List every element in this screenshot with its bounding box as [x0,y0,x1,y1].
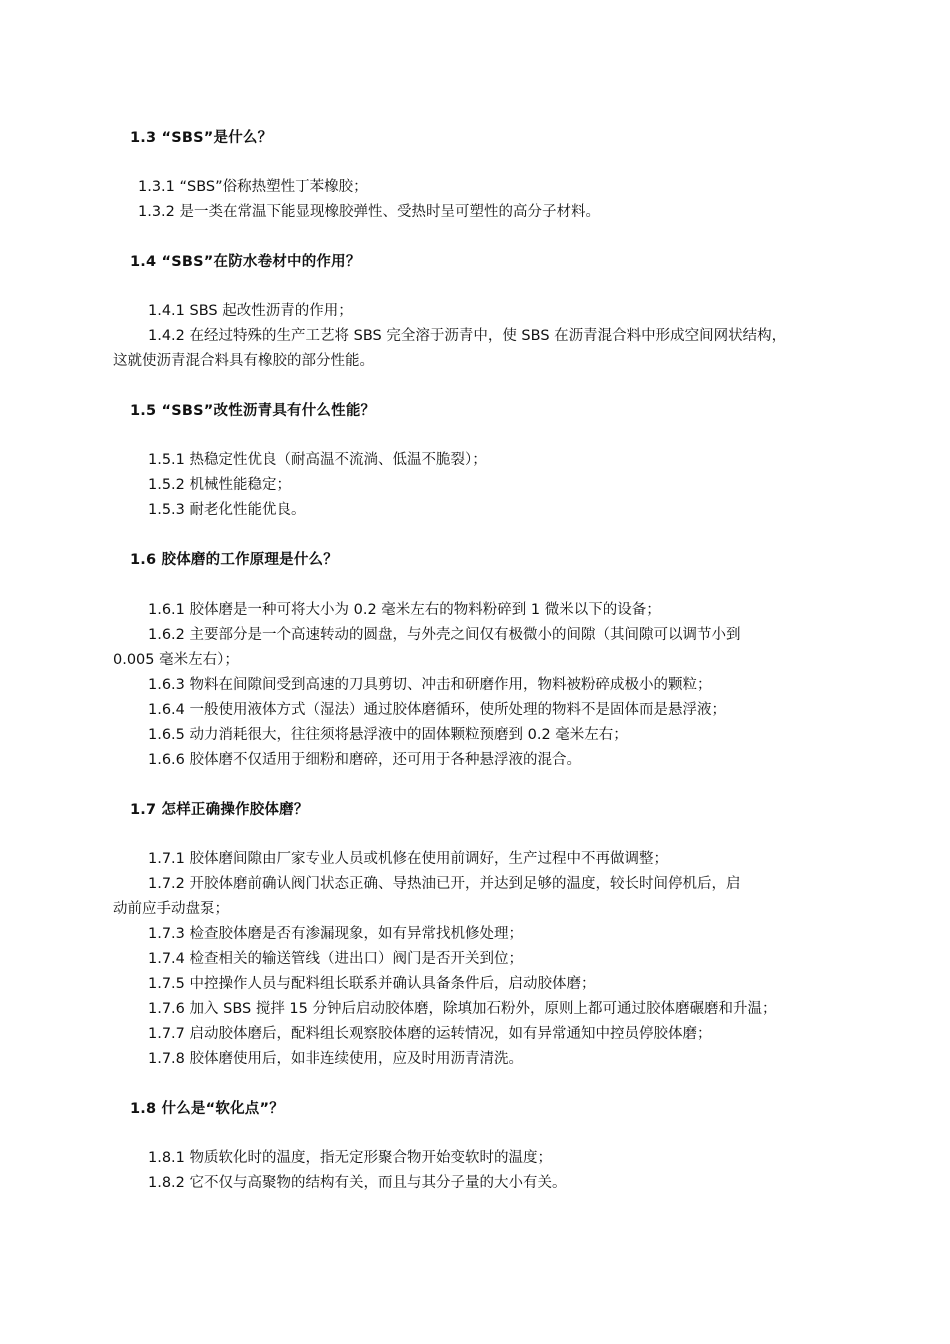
section-heading: 1.5 “SBS”改性沥青具有什么性能？ [130,403,376,419]
list-item: 1.6.4 一般使用液体方式（湿法）通过胶体磨循环，使所处理的物料不是固体而是悬浮液； [148,702,726,718]
section-heading: 1.7 怎样正确操作胶体磨？ [130,802,309,818]
list-item: 1.7.5 中控操作人员与配料组长联系并确认具备条件后，启动胶体磨； [148,976,596,992]
list-item: 1.6.3 物料在间隙间受到高速的刀具剪切、冲击和研磨作用，物料被粉碎成极小的颗粒； [148,677,712,693]
list-item: 1.3.1 “SBS”俗称热塑性丁苯橡胶； [138,179,368,195]
list-item-continuation: 这就使沥青混合料具有橡胶的部分性能。 [113,353,374,369]
list-item: 1.6.1 胶体磨是一种可将大小为 0.2 毫米左右的物料粉碎到 1 微米以下的设备； [148,602,661,618]
list-item: 1.7.4 检查相关的输送管线（进出口）阀门是否开关到位； [148,951,524,967]
list-item: 1.5.1 热稳定性优良（耐高温不流淌、低温不脆裂）； [148,452,487,468]
list-item: 1.4.2 在经过特殊的生产工艺将 SBS 完全溶于沥青中，使 SBS 在沥青混合料中形成空间网状结构， [148,328,787,344]
list-item: 1.6.2 主要部分是一个高速转动的圆盘，与外壳之间仅有极微小的间隙（其间隙可以调节小到 [148,627,741,643]
section-heading: 1.3 “SBS”是什么？ [130,130,273,146]
list-item: 1.5.3 耐老化性能优良。 [148,502,306,518]
list-item: 1.7.6 加入 SBS 搅拌 15 分钟后启动胶体磨，除填加石粉外，原则上都可通过胶体磨碾磨和升温； [148,1001,777,1017]
list-item: 1.6.5 动力消耗很大，往往须将悬浮液中的固体颗粒预磨到 0.2 毫米左右； [148,727,628,743]
list-item: 1.6.6 胶体磨不仅适用于细粉和磨碎，还可用于各种悬浮液的混合。 [148,752,582,768]
list-item: 1.8.1 物质软化时的温度，指无定形聚合物开始变软时的温度； [148,1150,553,1166]
list-item: 1.8.2 它不仅与高聚物的结构有关，而且与其分子量的大小有关。 [148,1175,567,1191]
list-item-continuation: 0.005 毫米左右）； [113,652,239,668]
list-item: 1.7.3 检查胶体磨是否有渗漏现象，如有异常找机修处理； [148,926,524,942]
section-heading: 1.8 什么是“软化点”？ [130,1101,284,1117]
list-item: 1.5.2 机械性能稳定； [148,477,292,493]
list-item: 1.7.7 启动胶体磨后，配料组长观察胶体磨的运转情况，如有异常通知中控员停胶体磨； [148,1026,712,1042]
list-item: 1.7.1 胶体磨间隙由厂家专业人员或机修在使用前调好，生产过程中不再做调整； [148,851,669,867]
list-item: 1.4.1 SBS 起改性沥青的作用； [148,303,353,319]
section-heading: 1.6 胶体磨的工作原理是什么？ [130,552,338,568]
section-heading: 1.4 “SBS”在防水卷材中的作用？ [130,254,361,270]
list-item: 1.7.8 胶体磨使用后，如非连续使用，应及时用沥青清洗。 [148,1051,524,1067]
list-item-continuation: 动前应手动盘泵； [113,901,229,917]
list-item: 1.7.2 开胶体磨前确认阀门状态正确、导热油已开，并达到足够的温度，较长时间停机后，启 [148,876,741,892]
list-item: 1.3.2 是一类在常温下能显现橡胶弹性、受热时呈可塑性的高分子材料。 [138,204,601,220]
